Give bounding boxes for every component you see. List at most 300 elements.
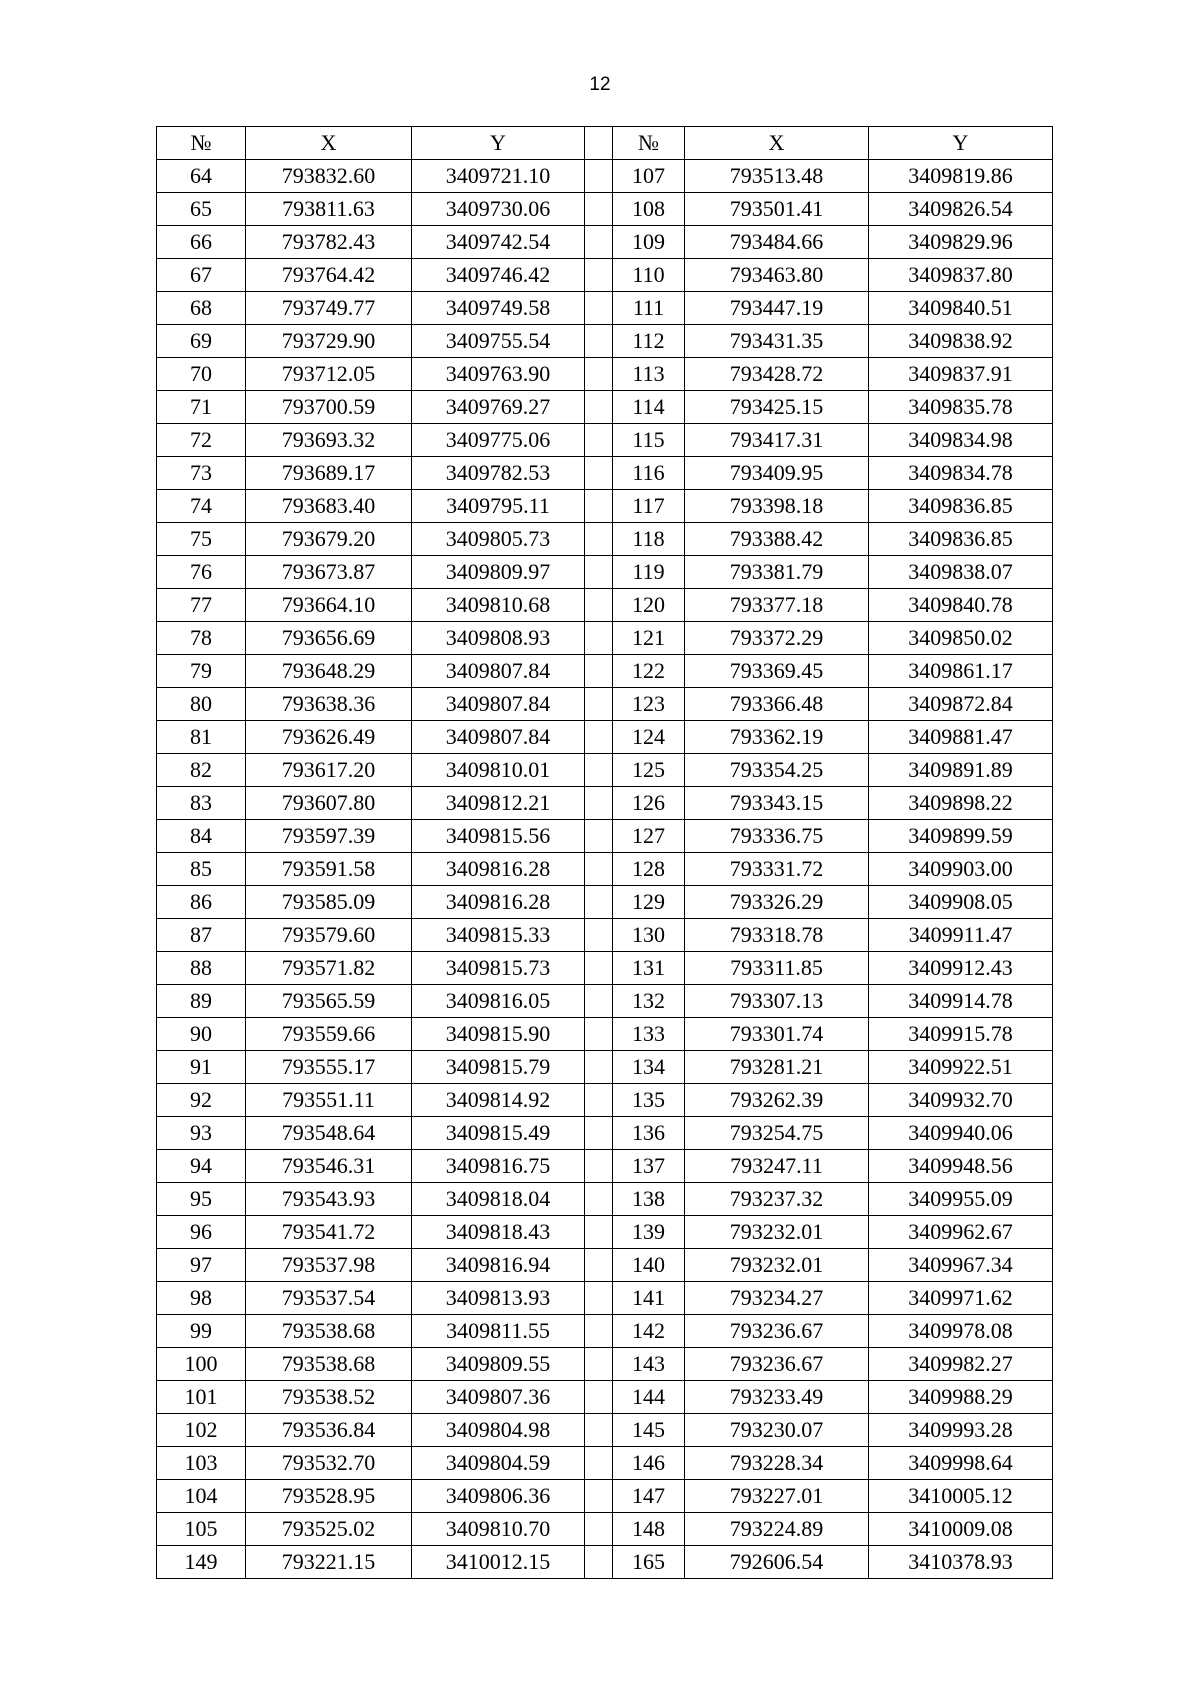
table-row	[157, 325, 1053, 358]
y-coordinate-left: 3409816.94	[412, 1249, 585, 1282]
y-coordinate-left: 3409818.43	[412, 1216, 585, 1249]
x-coordinate-right: 793233.49	[685, 1381, 869, 1414]
table-row	[157, 655, 1053, 688]
point-number-left: 98	[157, 1282, 246, 1315]
x-coordinate-right: 793409.95	[685, 457, 869, 490]
table-row	[157, 853, 1053, 886]
x-coordinate-right: 793234.27	[685, 1282, 869, 1315]
x-coordinate-left: 793551.11	[246, 1084, 412, 1117]
x-coordinate-left: 793712.05	[246, 358, 412, 391]
x-coordinate-right: 793398.18	[685, 490, 869, 523]
point-number-right: 146	[613, 1447, 685, 1480]
x-coordinate-left: 793538.52	[246, 1381, 412, 1414]
y-coordinate-left: 3409816.28	[412, 886, 585, 919]
point-number-left: 78	[157, 622, 246, 655]
y-coordinate-right: 3409988.29	[869, 1381, 1053, 1414]
y-coordinate-left: 3409807.84	[412, 655, 585, 688]
x-coordinate-left: 793617.20	[246, 754, 412, 787]
y-coordinate-left: 3409809.55	[412, 1348, 585, 1381]
gap-cell	[585, 1546, 613, 1579]
x-coordinate-right: 793343.15	[685, 787, 869, 820]
gap-cell	[585, 952, 613, 985]
x-coordinate-left: 793536.84	[246, 1414, 412, 1447]
point-number-left: 65	[157, 193, 246, 226]
y-coordinate-left: 3409816.28	[412, 853, 585, 886]
x-coordinate-right: 793311.85	[685, 952, 869, 985]
table-row	[157, 1282, 1053, 1315]
x-coordinate-left: 793579.60	[246, 919, 412, 952]
point-number-left: 72	[157, 424, 246, 457]
table-row	[157, 820, 1053, 853]
y-coordinate-right: 3409940.06	[869, 1117, 1053, 1150]
x-coordinate-right: 793417.31	[685, 424, 869, 457]
gap-cell	[585, 556, 613, 589]
point-number-right: 113	[613, 358, 685, 391]
point-number-left: 97	[157, 1249, 246, 1282]
x-coordinate-left: 793555.17	[246, 1051, 412, 1084]
table-row	[157, 292, 1053, 325]
x-coordinate-right: 793232.01	[685, 1249, 869, 1282]
point-number-right: 116	[613, 457, 685, 490]
y-coordinate-left: 3409755.54	[412, 325, 585, 358]
gap-cell	[585, 622, 613, 655]
table-row	[157, 1117, 1053, 1150]
y-coordinate-left: 3409811.55	[412, 1315, 585, 1348]
y-coordinate-left: 3409807.36	[412, 1381, 585, 1414]
x-coordinate-right: 793236.67	[685, 1348, 869, 1381]
y-coordinate-left: 3409769.27	[412, 391, 585, 424]
table-row	[157, 259, 1053, 292]
y-coordinate-right: 3409861.17	[869, 655, 1053, 688]
x-coordinate-left: 793656.69	[246, 622, 412, 655]
point-number-right: 120	[613, 589, 685, 622]
x-coordinate-left: 793749.77	[246, 292, 412, 325]
header-y-left: Y	[412, 127, 585, 160]
point-number-right: 136	[613, 1117, 685, 1150]
x-coordinate-left: 793664.10	[246, 589, 412, 622]
gap-cell	[585, 853, 613, 886]
point-number-left: 69	[157, 325, 246, 358]
x-coordinate-left: 793585.09	[246, 886, 412, 919]
table-row	[157, 919, 1053, 952]
x-coordinate-left: 793764.42	[246, 259, 412, 292]
gap-cell	[585, 1183, 613, 1216]
table-row	[157, 787, 1053, 820]
gap-cell	[585, 1315, 613, 1348]
gap-cell	[585, 391, 613, 424]
table-row	[157, 523, 1053, 556]
point-number-right: 126	[613, 787, 685, 820]
y-coordinate-left: 3409808.93	[412, 622, 585, 655]
gap-cell	[585, 589, 613, 622]
point-number-left: 89	[157, 985, 246, 1018]
gap-cell	[585, 226, 613, 259]
gap-cell	[585, 1282, 613, 1315]
table-row	[157, 1018, 1053, 1051]
y-coordinate-right: 3409922.51	[869, 1051, 1053, 1084]
y-coordinate-right: 3409903.00	[869, 853, 1053, 886]
point-number-right: 118	[613, 523, 685, 556]
table-row	[157, 1315, 1053, 1348]
point-number-left: 101	[157, 1381, 246, 1414]
y-coordinate-right: 3409962.67	[869, 1216, 1053, 1249]
x-coordinate-right: 793484.66	[685, 226, 869, 259]
y-coordinate-left: 3409815.56	[412, 820, 585, 853]
y-coordinate-left: 3410012.15	[412, 1546, 585, 1579]
x-coordinate-right: 793431.35	[685, 325, 869, 358]
x-coordinate-right: 793237.32	[685, 1183, 869, 1216]
point-number-left: 83	[157, 787, 246, 820]
table-row	[157, 721, 1053, 754]
y-coordinate-left: 3409782.53	[412, 457, 585, 490]
point-number-right: 144	[613, 1381, 685, 1414]
x-coordinate-right: 793388.42	[685, 523, 869, 556]
table-row	[157, 1084, 1053, 1117]
point-number-left: 81	[157, 721, 246, 754]
y-coordinate-right: 3409899.59	[869, 820, 1053, 853]
x-coordinate-right: 793372.29	[685, 622, 869, 655]
point-number-right: 129	[613, 886, 685, 919]
point-number-left: 94	[157, 1150, 246, 1183]
point-number-right: 134	[613, 1051, 685, 1084]
x-coordinate-right: 793425.15	[685, 391, 869, 424]
x-coordinate-right: 792606.54	[685, 1546, 869, 1579]
y-coordinate-left: 3409804.59	[412, 1447, 585, 1480]
x-coordinate-right: 793366.48	[685, 688, 869, 721]
y-coordinate-right: 3409891.89	[869, 754, 1053, 787]
table-row	[157, 1183, 1053, 1216]
point-number-left: 75	[157, 523, 246, 556]
table-row	[157, 886, 1053, 919]
table-row	[157, 457, 1053, 490]
header-gap	[585, 127, 613, 160]
x-coordinate-right: 793513.48	[685, 160, 869, 193]
x-coordinate-left: 793832.60	[246, 160, 412, 193]
gap-cell	[585, 721, 613, 754]
point-number-right: 115	[613, 424, 685, 457]
gap-cell	[585, 886, 613, 919]
gap-cell	[585, 787, 613, 820]
x-coordinate-left: 793538.68	[246, 1348, 412, 1381]
point-number-right: 124	[613, 721, 685, 754]
point-number-left: 76	[157, 556, 246, 589]
y-coordinate-right: 3409834.98	[869, 424, 1053, 457]
y-coordinate-right: 3409982.27	[869, 1348, 1053, 1381]
header-number-right: №	[613, 127, 685, 160]
y-coordinate-right: 3409932.70	[869, 1084, 1053, 1117]
table-row	[157, 226, 1053, 259]
gap-cell	[585, 754, 613, 787]
point-number-right: 142	[613, 1315, 685, 1348]
x-coordinate-left: 793811.63	[246, 193, 412, 226]
x-coordinate-left: 793693.32	[246, 424, 412, 457]
y-coordinate-right: 3409829.96	[869, 226, 1053, 259]
table-row	[157, 358, 1053, 391]
x-coordinate-left: 793689.17	[246, 457, 412, 490]
table-row	[157, 193, 1053, 226]
point-number-right: 123	[613, 688, 685, 721]
y-coordinate-right: 3409838.92	[869, 325, 1053, 358]
table-row	[157, 556, 1053, 589]
gap-cell	[585, 193, 613, 226]
y-coordinate-right: 3409914.78	[869, 985, 1053, 1018]
y-coordinate-right: 3409948.56	[869, 1150, 1053, 1183]
table-row	[157, 985, 1053, 1018]
header-x-left: X	[246, 127, 412, 160]
point-number-left: 73	[157, 457, 246, 490]
point-number-right: 137	[613, 1150, 685, 1183]
point-number-left: 90	[157, 1018, 246, 1051]
point-number-left: 91	[157, 1051, 246, 1084]
table-row	[157, 1348, 1053, 1381]
table-row	[157, 1480, 1053, 1513]
x-coordinate-right: 793377.18	[685, 589, 869, 622]
x-coordinate-right: 793369.45	[685, 655, 869, 688]
x-coordinate-right: 793281.21	[685, 1051, 869, 1084]
x-coordinate-left: 793221.15	[246, 1546, 412, 1579]
point-number-right: 121	[613, 622, 685, 655]
y-coordinate-left: 3409763.90	[412, 358, 585, 391]
y-coordinate-left: 3409807.84	[412, 688, 585, 721]
x-coordinate-left: 793638.36	[246, 688, 412, 721]
y-coordinate-left: 3409804.98	[412, 1414, 585, 1447]
point-number-left: 85	[157, 853, 246, 886]
y-coordinate-right: 3409836.85	[869, 523, 1053, 556]
table-row	[157, 589, 1053, 622]
y-coordinate-left: 3409818.04	[412, 1183, 585, 1216]
x-coordinate-left: 793782.43	[246, 226, 412, 259]
point-number-right: 141	[613, 1282, 685, 1315]
point-number-right: 148	[613, 1513, 685, 1546]
gap-cell	[585, 1480, 613, 1513]
gap-cell	[585, 358, 613, 391]
point-number-left: 79	[157, 655, 246, 688]
y-coordinate-right: 3409840.78	[869, 589, 1053, 622]
point-number-left: 88	[157, 952, 246, 985]
point-number-right: 133	[613, 1018, 685, 1051]
point-number-right: 165	[613, 1546, 685, 1579]
table-row	[157, 622, 1053, 655]
point-number-left: 102	[157, 1414, 246, 1447]
x-coordinate-left: 793532.70	[246, 1447, 412, 1480]
point-number-right: 139	[613, 1216, 685, 1249]
x-coordinate-right: 793307.13	[685, 985, 869, 1018]
point-number-right: 109	[613, 226, 685, 259]
point-number-left: 93	[157, 1117, 246, 1150]
gap-cell	[585, 325, 613, 358]
gap-cell	[585, 1018, 613, 1051]
table-row	[157, 688, 1053, 721]
gap-cell	[585, 1051, 613, 1084]
y-coordinate-left: 3409815.90	[412, 1018, 585, 1051]
x-coordinate-left: 793571.82	[246, 952, 412, 985]
point-number-right: 114	[613, 391, 685, 424]
y-coordinate-left: 3409815.73	[412, 952, 585, 985]
x-coordinate-right: 793262.39	[685, 1084, 869, 1117]
point-number-left: 80	[157, 688, 246, 721]
y-coordinate-left: 3409721.10	[412, 160, 585, 193]
gap-cell	[585, 292, 613, 325]
header-y-right: Y	[869, 127, 1053, 160]
table-row	[157, 1381, 1053, 1414]
y-coordinate-left: 3409806.36	[412, 1480, 585, 1513]
x-coordinate-left: 793548.64	[246, 1117, 412, 1150]
point-number-left: 68	[157, 292, 246, 325]
table-row	[157, 490, 1053, 523]
y-coordinate-right: 3409837.91	[869, 358, 1053, 391]
x-coordinate-left: 793607.80	[246, 787, 412, 820]
y-coordinate-right: 3409836.85	[869, 490, 1053, 523]
header-x-right: X	[685, 127, 869, 160]
table-row	[157, 391, 1053, 424]
x-coordinate-left: 793528.95	[246, 1480, 412, 1513]
y-coordinate-right: 3409835.78	[869, 391, 1053, 424]
x-coordinate-left: 793541.72	[246, 1216, 412, 1249]
y-coordinate-left: 3409749.58	[412, 292, 585, 325]
point-number-right: 107	[613, 160, 685, 193]
x-coordinate-left: 793537.54	[246, 1282, 412, 1315]
x-coordinate-right: 793236.67	[685, 1315, 869, 1348]
y-coordinate-right: 3409850.02	[869, 622, 1053, 655]
point-number-right: 131	[613, 952, 685, 985]
x-coordinate-right: 793381.79	[685, 556, 869, 589]
gap-cell	[585, 1381, 613, 1414]
point-number-left: 99	[157, 1315, 246, 1348]
point-number-right: 143	[613, 1348, 685, 1381]
point-number-right: 128	[613, 853, 685, 886]
x-coordinate-right: 793501.41	[685, 193, 869, 226]
x-coordinate-left: 793673.87	[246, 556, 412, 589]
x-coordinate-left: 793546.31	[246, 1150, 412, 1183]
y-coordinate-right: 3409840.51	[869, 292, 1053, 325]
point-number-right: 111	[613, 292, 685, 325]
point-number-right: 127	[613, 820, 685, 853]
y-coordinate-left: 3409730.06	[412, 193, 585, 226]
x-coordinate-left: 793559.66	[246, 1018, 412, 1051]
point-number-left: 64	[157, 160, 246, 193]
point-number-left: 149	[157, 1546, 246, 1579]
x-coordinate-right: 793447.19	[685, 292, 869, 325]
point-number-right: 147	[613, 1480, 685, 1513]
x-coordinate-left: 793679.20	[246, 523, 412, 556]
point-number-left: 67	[157, 259, 246, 292]
y-coordinate-right: 3410009.08	[869, 1513, 1053, 1546]
x-coordinate-right: 793224.89	[685, 1513, 869, 1546]
x-coordinate-right: 793254.75	[685, 1117, 869, 1150]
gap-cell	[585, 160, 613, 193]
table-header-row	[157, 127, 1053, 160]
table-row	[157, 1414, 1053, 1447]
point-number-right: 117	[613, 490, 685, 523]
table-row	[157, 1249, 1053, 1282]
y-coordinate-right: 3409838.07	[869, 556, 1053, 589]
y-coordinate-left: 3409814.92	[412, 1084, 585, 1117]
x-coordinate-right: 793428.72	[685, 358, 869, 391]
page-number: 12	[589, 74, 611, 95]
point-number-right: 135	[613, 1084, 685, 1117]
y-coordinate-right: 3409993.28	[869, 1414, 1053, 1447]
y-coordinate-right: 3409826.54	[869, 193, 1053, 226]
y-coordinate-left: 3409742.54	[412, 226, 585, 259]
y-coordinate-right: 3410378.93	[869, 1546, 1053, 1579]
y-coordinate-left: 3409805.73	[412, 523, 585, 556]
gap-cell	[585, 985, 613, 1018]
point-number-left: 70	[157, 358, 246, 391]
table-row	[157, 1546, 1053, 1579]
y-coordinate-right: 3410005.12	[869, 1480, 1053, 1513]
point-number-right: 130	[613, 919, 685, 952]
gap-cell	[585, 1084, 613, 1117]
y-coordinate-left: 3409815.49	[412, 1117, 585, 1150]
y-coordinate-left: 3409807.84	[412, 721, 585, 754]
y-coordinate-right: 3409955.09	[869, 1183, 1053, 1216]
point-number-right: 119	[613, 556, 685, 589]
x-coordinate-right: 793301.74	[685, 1018, 869, 1051]
x-coordinate-left: 793597.39	[246, 820, 412, 853]
x-coordinate-left: 793565.59	[246, 985, 412, 1018]
coordinates-table	[156, 126, 1053, 1579]
x-coordinate-left: 793538.68	[246, 1315, 412, 1348]
y-coordinate-right: 3409881.47	[869, 721, 1053, 754]
table-row	[157, 160, 1053, 193]
x-coordinate-right: 793227.01	[685, 1480, 869, 1513]
point-number-right: 110	[613, 259, 685, 292]
gap-cell	[585, 424, 613, 457]
table-row	[157, 952, 1053, 985]
y-coordinate-left: 3409815.33	[412, 919, 585, 952]
table-body	[157, 160, 1053, 1579]
point-number-left: 92	[157, 1084, 246, 1117]
x-coordinate-left: 793543.93	[246, 1183, 412, 1216]
x-coordinate-left: 793525.02	[246, 1513, 412, 1546]
table-row	[157, 1216, 1053, 1249]
y-coordinate-left: 3409816.05	[412, 985, 585, 1018]
x-coordinate-right: 793354.25	[685, 754, 869, 787]
y-coordinate-right: 3409819.86	[869, 160, 1053, 193]
y-coordinate-left: 3409795.11	[412, 490, 585, 523]
y-coordinate-right: 3409967.34	[869, 1249, 1053, 1282]
gap-cell	[585, 1447, 613, 1480]
y-coordinate-left: 3409810.70	[412, 1513, 585, 1546]
y-coordinate-left: 3409746.42	[412, 259, 585, 292]
x-coordinate-right: 793230.07	[685, 1414, 869, 1447]
point-number-left: 105	[157, 1513, 246, 1546]
point-number-right: 112	[613, 325, 685, 358]
gap-cell	[585, 259, 613, 292]
point-number-left: 86	[157, 886, 246, 919]
gap-cell	[585, 457, 613, 490]
point-number-left: 82	[157, 754, 246, 787]
x-coordinate-right: 793228.34	[685, 1447, 869, 1480]
gap-cell	[585, 490, 613, 523]
point-number-left: 74	[157, 490, 246, 523]
y-coordinate-left: 3409813.93	[412, 1282, 585, 1315]
gap-cell	[585, 523, 613, 556]
point-number-left: 104	[157, 1480, 246, 1513]
y-coordinate-right: 3409912.43	[869, 952, 1053, 985]
gap-cell	[585, 1117, 613, 1150]
x-coordinate-right: 793318.78	[685, 919, 869, 952]
x-coordinate-left: 793537.98	[246, 1249, 412, 1282]
point-number-right: 132	[613, 985, 685, 1018]
x-coordinate-right: 793362.19	[685, 721, 869, 754]
table-row	[157, 424, 1053, 457]
point-number-left: 100	[157, 1348, 246, 1381]
point-number-left: 95	[157, 1183, 246, 1216]
x-coordinate-right: 793326.29	[685, 886, 869, 919]
y-coordinate-left: 3409810.01	[412, 754, 585, 787]
point-number-left: 96	[157, 1216, 246, 1249]
